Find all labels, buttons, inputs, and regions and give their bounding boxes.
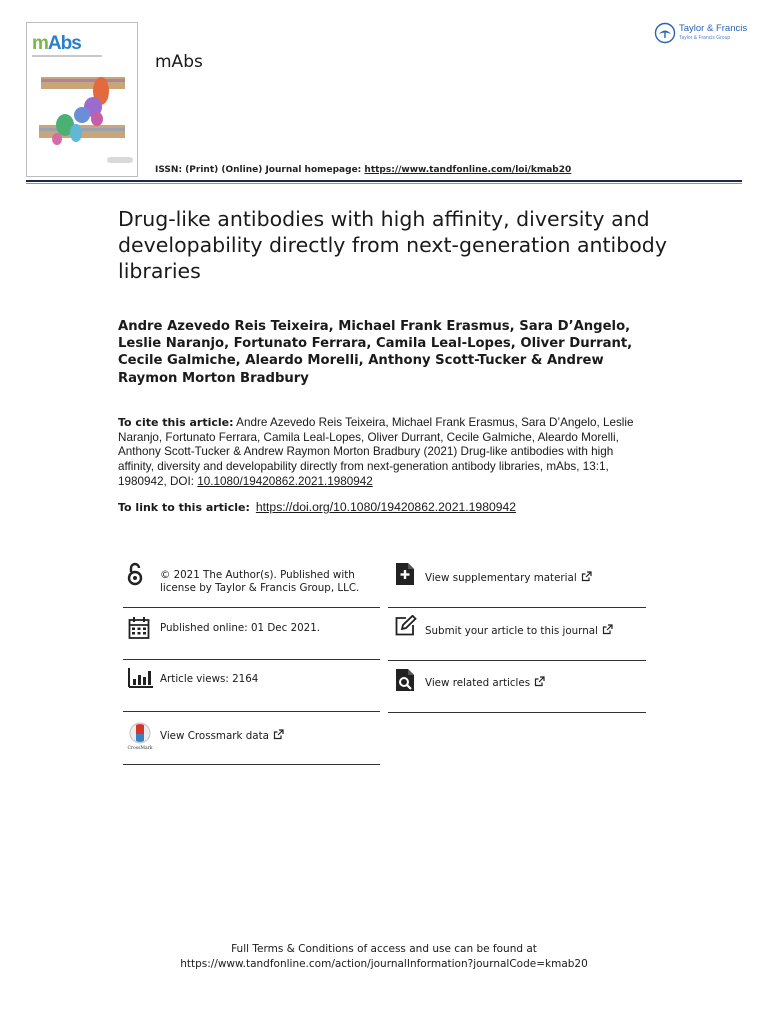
meta-divider [123, 764, 380, 765]
license-text: © 2021 The Author(s). Published with license by Taylor & Francis Group, LLC. [160, 569, 360, 594]
open-access-icon [127, 561, 143, 587]
external-link-icon [581, 571, 592, 582]
issn-line [155, 165, 571, 175]
cite-text: Andre Azevedo Reis Teixeira, Michael Frank Erasmus, Sara D’Angelo, Leslie Naranjo, Fortunato Ferrara, Camila Leal-Lopes, Oliver Durrant, Cecile Galmiche, Aleardo Morelli, Anthony Scott-Tucker & Andrew Raymon Morton Bradbury (2021) Drug-like antibodies with high affinity, diversity and developability directly from next-generation antibody libraries, mAbs, 13:1, 1980942, DOI: [118, 416, 634, 488]
bar-chart-icon [128, 668, 154, 688]
submit-label: Submit your article to this journal [425, 625, 598, 637]
external-link-icon [602, 624, 613, 635]
citation-block [118, 416, 648, 490]
issn-text: ISSN: (Print) (Online) Journal homepage: [155, 165, 365, 175]
publisher-group: Taylor & Francis Group [679, 35, 731, 41]
meta-divider [123, 711, 380, 712]
external-link-icon [534, 676, 545, 687]
published-date: Published online: 01 Dec 2021. [160, 622, 321, 634]
cover-subtitle-bar [32, 55, 102, 57]
cover-illustration [35, 69, 133, 159]
edit-icon [395, 615, 417, 637]
footer-terms-url[interactable]: https://www.tandfonline.com/action/journalInformation?journalCode=kmab20 [180, 958, 588, 970]
crossmark-label: View Crossmark data [160, 730, 269, 742]
cite-doi-link[interactable]: 10.1080/19420862.2021.1980942 [197, 474, 373, 488]
article-doi-link[interactable]: https://doi.org/10.1080/19420862.2021.1980942 [255, 500, 517, 514]
cover-logo: mAbs [32, 33, 81, 54]
header-divider [26, 180, 742, 182]
journal-name: mAbs [155, 52, 203, 72]
meta-divider [123, 607, 380, 608]
supplementary-label: View supplementary material [425, 572, 577, 584]
header-divider-thin [26, 183, 742, 184]
crossmark-badge-label: CrossMark [127, 746, 153, 750]
link-label: To link to this article: [118, 501, 250, 514]
related-articles-search-icon [395, 668, 415, 692]
journal-cover[interactable] [26, 22, 138, 177]
publisher-name: Taylor & Francis [679, 23, 748, 34]
crossmark-link[interactable] [160, 729, 284, 743]
meta-divider [388, 712, 646, 713]
cover-issn-block [115, 34, 133, 44]
article-link-line [118, 500, 516, 514]
related-articles-link[interactable] [425, 676, 545, 690]
crossmark-icon[interactable] [127, 722, 155, 750]
terms-footer [0, 942, 768, 972]
submit-article-link[interactable] [425, 624, 613, 638]
taylor-francis-logo-icon [654, 22, 676, 44]
related-label: View related articles [425, 677, 531, 689]
supplementary-file-icon [395, 562, 415, 586]
meta-divider [123, 659, 380, 660]
cite-label: To cite this article: [118, 416, 234, 429]
article-title: Drug-like antibodies with high affinity, diversity and developability directly from next-generation antibody libraries [118, 207, 667, 283]
journal-homepage-link[interactable]: https://www.tandfonline.com/loi/kmab20 [364, 165, 572, 175]
meta-divider [388, 607, 646, 608]
meta-divider [388, 660, 646, 661]
cover-publisher-mark [107, 157, 133, 163]
calendar-icon [128, 616, 150, 640]
article-authors: Andre Azevedo Reis Teixeira, Michael Frank Erasmus, Sara D’Angelo, Leslie Naranjo, Fortunato Ferrara, Camila Leal-Lopes, Oliver Durrant, Cecile Galmiche, Aleardo Morelli, Anthony Scott-Tucker & Andrew Raymon Morton Bradbury [118, 319, 633, 386]
supplementary-link[interactable] [425, 571, 592, 585]
footer-line-1: Full Terms & Conditions of access and use can be found at [231, 943, 537, 955]
article-views: Article views: 2164 [160, 673, 259, 685]
external-link-icon [273, 729, 284, 740]
